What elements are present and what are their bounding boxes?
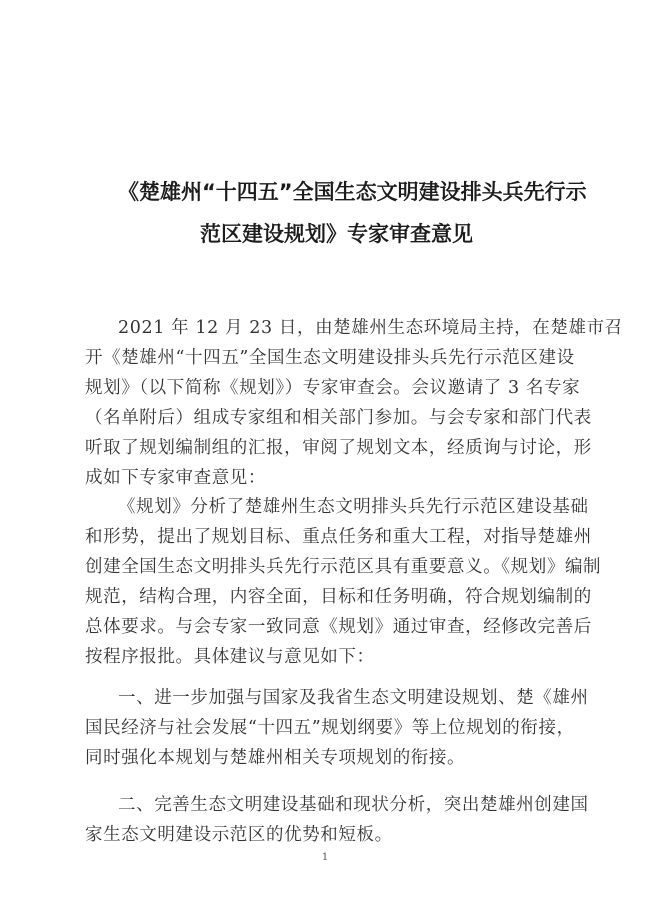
paragraph-line: 规范，结构合理，内容全面，目标和任务明确，符合规划编制的 [85, 587, 592, 607]
paragraph-line: 和形势，提出了规划目标、重点任务和重大工程，对指导楚雄州 [85, 527, 592, 547]
paragraph-line: 创建全国生态文明排头兵先行示范区具有重要意义。《规划》编制 [85, 557, 602, 577]
paragraph-suggestion-2 [85, 790, 605, 850]
paragraph-line: 国民经济与社会发展“十四五”规划纲要》等上位规划的衔接， [85, 718, 575, 738]
paragraph-line: 听取了规划编制组的汇报，审阅了规划文本，经质询与讨论，形 [85, 438, 592, 458]
paragraph-line: （名单附后）组成专家组和相关部门参加。与会专家和部门代表 [85, 408, 592, 428]
document-title-line-1: 《楚雄州“十四五”全国生态文明建设排头兵先行示 [118, 180, 587, 204]
paragraph-line: 开《楚雄州“十四五”全国生态文明建设排头兵先行示范区建设 [85, 348, 575, 368]
paragraph-line: 规划》（以下简称《规划》）专家审查会。会议邀请了 3 名专家 [85, 378, 581, 398]
paragraph-suggestion-1 [85, 683, 605, 773]
paragraph-line: 家生态文明建设示范区的优势和短板。 [85, 825, 393, 845]
paragraph-line: 2021 年 12 月 23 日，由楚雄州生态环境局主持，在楚雄市召 [118, 318, 623, 338]
page-number: 1 [321, 852, 329, 863]
paragraph-line: 按程序报批。具体建议与意见如下： [85, 647, 375, 667]
paragraph-line: 同时强化本规划与楚雄州相关专项规划的衔接。 [85, 748, 466, 768]
paragraph-line: 《规划》分析了楚雄州生态文明排头兵先行示范区建设基础 [118, 497, 589, 517]
paragraph-line: 二、完善生态文明建设基础和现状分析，突出楚雄州创建国 [118, 795, 589, 815]
document-title-line-2: 范区建设规划》专家审查意见 [200, 222, 473, 246]
paragraph-line: 一、进一步加强与国家及我省生态文明建设规划、楚《雄州 [118, 688, 589, 708]
paragraph-line: 成如下专家审查意见： [85, 468, 266, 488]
paragraph-meeting-intro [85, 313, 623, 493]
paragraph-plan-assessment [85, 492, 605, 672]
paragraph-line: 总体要求。与会专家一致同意《规划》通过审查，经修改完善后 [85, 617, 592, 637]
